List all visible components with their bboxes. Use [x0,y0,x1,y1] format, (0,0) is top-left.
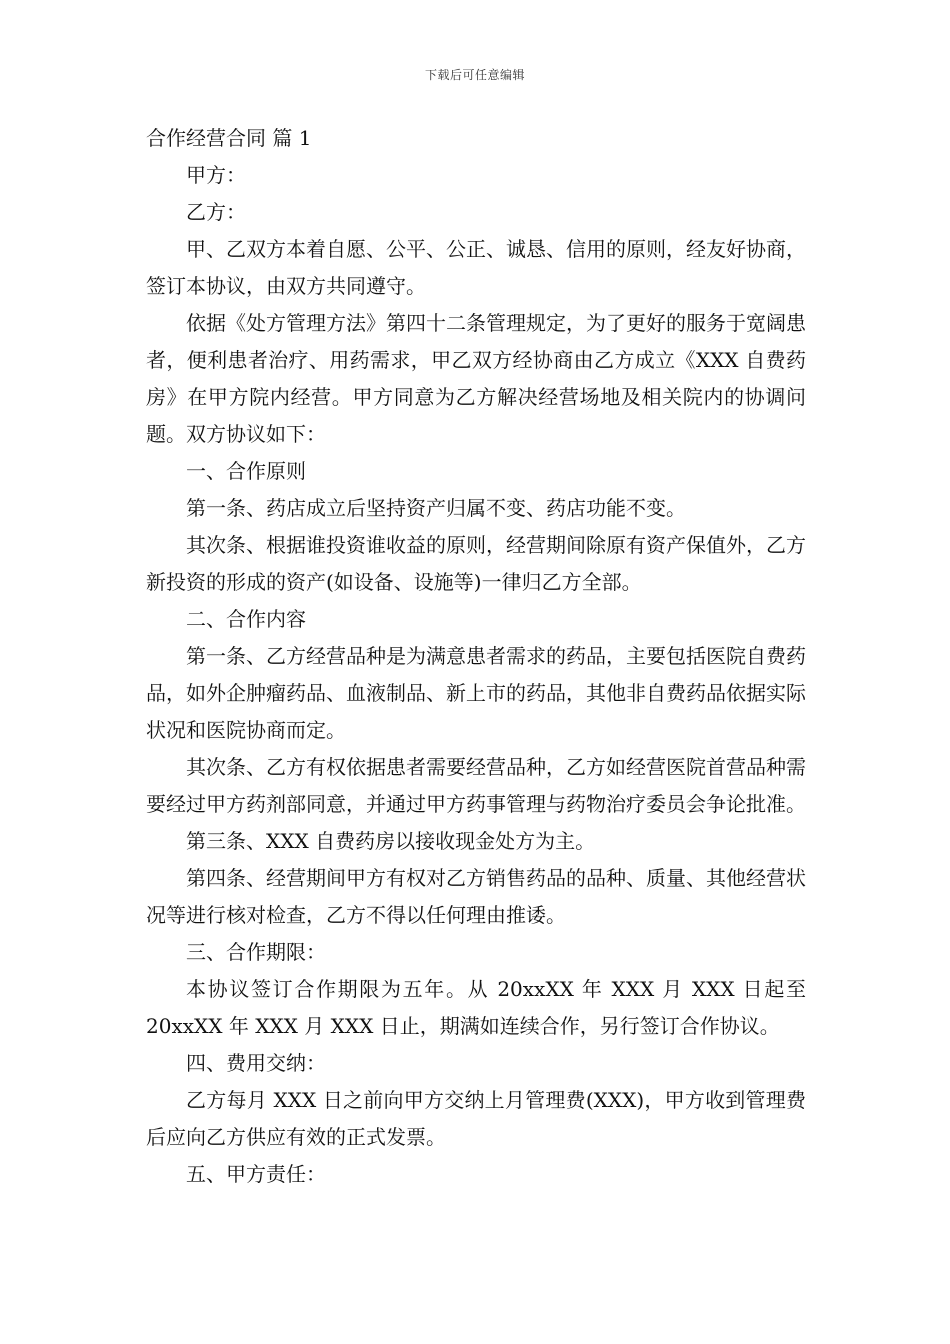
section-heading-term: 三、合作期限： [186,940,326,964]
section-heading-fees: 四、费用交纳： [186,1051,326,1075]
term-paragraph: 本协议签订合作期限为五年。从 20xxXX 年 XXX 月 XXX 日起至 20xxXX 年 XXX 月 XXX 日止，期满如连续合作，另行签订合作协议。 [146,977,806,1038]
party-a-label: 甲方： [186,163,246,187]
clause-paragraph: 第一条、乙方经营品种是为满意患者需求的药品，主要包括医院自费药品，如外企肿瘤药品、血液制品、新上市的药品，其他非自费药品依据实际状况和医院协商而定。 [146,644,806,742]
page-header: 下载后可任意编辑 [424,68,525,82]
section-heading-content: 二、合作内容 [186,607,306,631]
section-heading-principles: 一、合作原则 [186,459,306,483]
document-title: 合作经营合同 篇 1 [146,126,312,150]
clause-paragraph: 其次条、乙方有权依据患者需要经营品种，乙方如经营医院首营品种需要经过甲方药剂部同意，并通过甲方药事管理与药物治疗委员会争论批准。 [146,755,806,816]
clause-paragraph: 其次条、根据谁投资谁收益的原则，经营期间除原有资产保值外，乙方新投资的形成的资产(如设备、设施等)一律归乙方全部。 [146,533,806,594]
clause-paragraph: 第三条、XXX 自费药房以接收现金处方为主。 [186,829,596,853]
clause-paragraph: 第一条、药店成立后坚持资产归属不变、药店功能不变。 [186,496,686,520]
fees-paragraph: 乙方每月 XXX 日之前向甲方交纳上月管理费(XXX)，甲方收到管理费后应向乙方供应有效的正式发票。 [146,1088,806,1149]
section-heading-responsibilities: 五、甲方责任： [186,1162,326,1186]
party-b-label: 乙方： [186,200,246,224]
basis-paragraph: 依据《处方管理方法》第四十二条管理规定，为了更好的服务于宽阔患者，便利患者治疗、用药需求，甲乙双方经协商由乙方成立《XXX 自费药房》在甲方院内经营。甲方同意为乙方解决经营场地及相关院内的协调问题。双方协议如下： [146,311,806,446]
clause-paragraph: 第四条、经营期间甲方有权对乙方销售药品的品种、质量、其他经营状况等进行核对检查，乙方不得以任何理由推诿。 [146,866,806,927]
document-body [146,120,806,1193]
intro-paragraph: 甲、乙双方本着自愿、公平、公正、诚恳、信用的原则，经友好协商，签订本协议，由双方共同遵守。 [146,237,806,298]
